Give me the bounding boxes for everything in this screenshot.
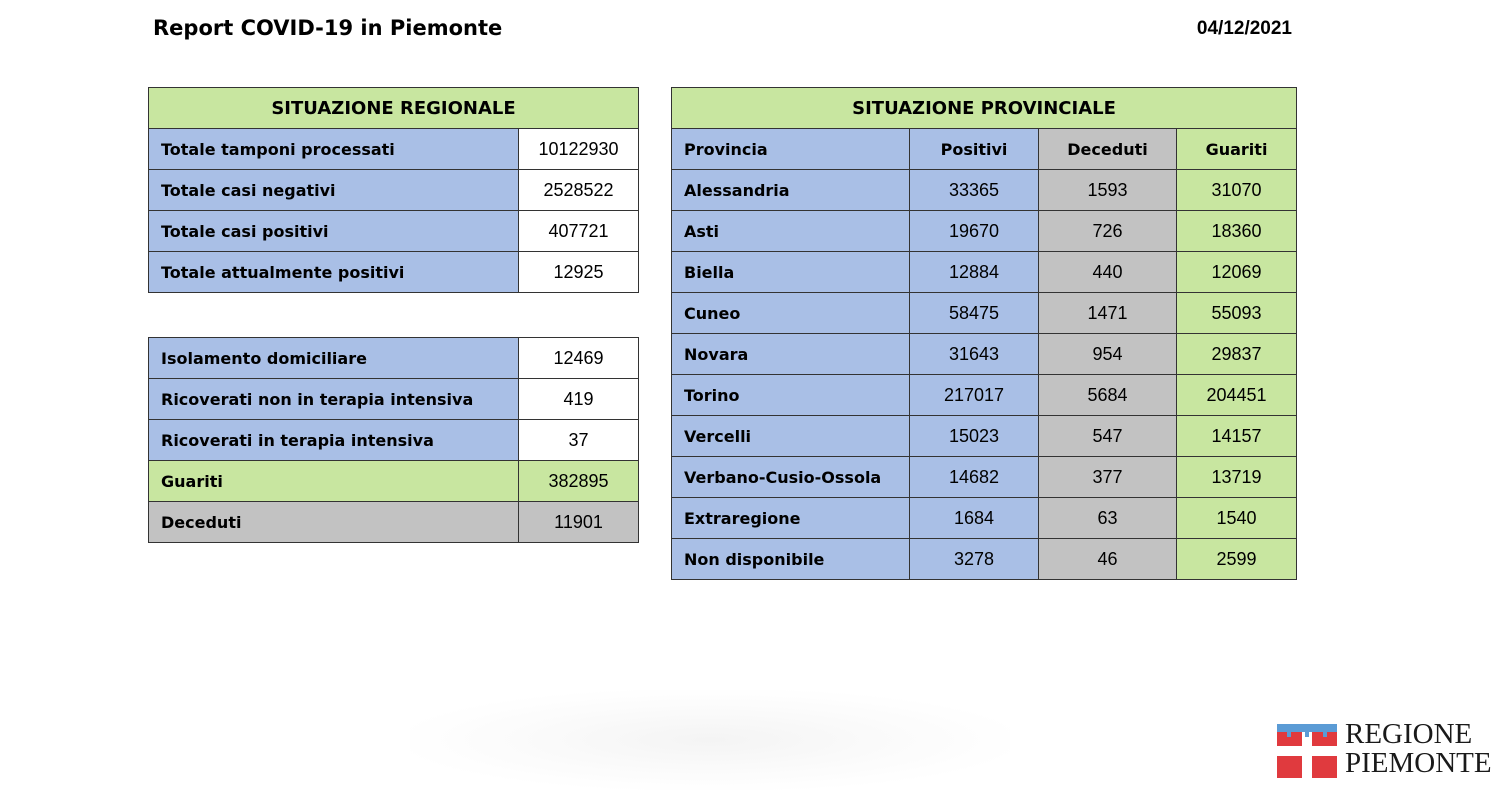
row-value: 12925 (519, 252, 639, 293)
province-name: Asti (672, 211, 910, 252)
guariti-cell: 18360 (1177, 211, 1297, 252)
status-table (148, 337, 639, 543)
deceduti-cell: 377 (1039, 457, 1177, 498)
row-label: Deceduti (149, 502, 519, 543)
table-row (672, 416, 1297, 457)
table-row (149, 379, 639, 420)
deceduti-cell: 5684 (1039, 375, 1177, 416)
logo-line-2: PIEMONTE (1345, 747, 1492, 779)
province-name: Torino (672, 375, 910, 416)
guariti-cell: 14157 (1177, 416, 1297, 457)
table-row (149, 170, 639, 211)
province-name: Verbano-Cusio-Ossola (672, 457, 910, 498)
row-label: Ricoverati non in terapia intensiva (149, 379, 519, 420)
row-value: 382895 (519, 461, 639, 502)
table-row (672, 170, 1297, 211)
deceduti-cell: 440 (1039, 252, 1177, 293)
positivi-cell: 217017 (910, 375, 1039, 416)
deceduti-cell: 1593 (1039, 170, 1177, 211)
row-label: Isolamento domiciliare (149, 338, 519, 379)
table-row (149, 420, 639, 461)
deceduti-cell: 954 (1039, 334, 1177, 375)
provincial-table-title: SITUAZIONE PROVINCIALE (672, 88, 1297, 129)
row-label: Totale tamponi processati (149, 129, 519, 170)
row-value: 37 (519, 420, 639, 461)
positivi-cell: 14682 (910, 457, 1039, 498)
table-row (672, 539, 1297, 580)
positivi-cell: 3278 (910, 539, 1039, 580)
guariti-cell: 1540 (1177, 498, 1297, 539)
table-row (672, 293, 1297, 334)
row-value: 10122930 (519, 129, 639, 170)
regional-table (148, 87, 639, 293)
regione-piemonte-logo (1275, 718, 1492, 784)
table-row (149, 129, 639, 170)
province-name: Vercelli (672, 416, 910, 457)
row-label: Ricoverati in terapia intensiva (149, 420, 519, 461)
guariti-cell: 31070 (1177, 170, 1297, 211)
column-header-row (672, 129, 1297, 170)
province-name: Non disponibile (672, 539, 910, 580)
positivi-cell: 58475 (910, 293, 1039, 334)
table-row (672, 252, 1297, 293)
piemonte-flag-icon (1275, 720, 1339, 782)
guariti-cell: 204451 (1177, 375, 1297, 416)
table-row (672, 457, 1297, 498)
table-row (672, 334, 1297, 375)
deceduti-cell: 46 (1039, 539, 1177, 580)
row-label: Totale casi negativi (149, 170, 519, 211)
table-row (149, 252, 639, 293)
row-value: 407721 (519, 211, 639, 252)
column-header: Deceduti (1039, 129, 1177, 170)
report-date: 04/12/2021 (1196, 18, 1292, 39)
guariti-cell: 29837 (1177, 334, 1297, 375)
provincial-table (671, 87, 1297, 580)
deceduti-cell: 726 (1039, 211, 1177, 252)
column-header: Positivi (910, 129, 1039, 170)
positivi-cell: 15023 (910, 416, 1039, 457)
positivi-cell: 19670 (910, 211, 1039, 252)
logo-line-1: REGIONE (1345, 718, 1473, 750)
table-row (149, 461, 639, 502)
positivi-cell: 33365 (910, 170, 1039, 211)
deceduti-cell: 547 (1039, 416, 1177, 457)
row-value: 419 (519, 379, 639, 420)
table-row (672, 498, 1297, 539)
province-name: Alessandria (672, 170, 910, 211)
table-row (672, 375, 1297, 416)
guariti-cell: 13719 (1177, 457, 1297, 498)
table-row (149, 211, 639, 252)
positivi-cell: 1684 (910, 498, 1039, 539)
table-row (672, 211, 1297, 252)
positivi-cell: 31643 (910, 334, 1039, 375)
guariti-cell: 2599 (1177, 539, 1297, 580)
table-row (149, 502, 639, 543)
row-label: Totale casi positivi (149, 211, 519, 252)
row-value: 2528522 (519, 170, 639, 211)
row-label: Guariti (149, 461, 519, 502)
report-title: Report COVID-19 in Piemonte (153, 16, 503, 40)
guariti-cell: 55093 (1177, 293, 1297, 334)
deceduti-cell: 63 (1039, 498, 1177, 539)
positivi-cell: 12884 (910, 252, 1039, 293)
row-value: 11901 (519, 502, 639, 543)
row-value: 12469 (519, 338, 639, 379)
province-name: Extraregione (672, 498, 910, 539)
regional-table-title: SITUAZIONE REGIONALE (149, 88, 639, 129)
column-header: Guariti (1177, 129, 1297, 170)
province-name: Novara (672, 334, 910, 375)
column-header: Provincia (672, 129, 910, 170)
table-row (149, 338, 639, 379)
guariti-cell: 12069 (1177, 252, 1297, 293)
province-name: Biella (672, 252, 910, 293)
row-label: Totale attualmente positivi (149, 252, 519, 293)
background-smudge (410, 690, 1010, 790)
province-name: Cuneo (672, 293, 910, 334)
deceduti-cell: 1471 (1039, 293, 1177, 334)
